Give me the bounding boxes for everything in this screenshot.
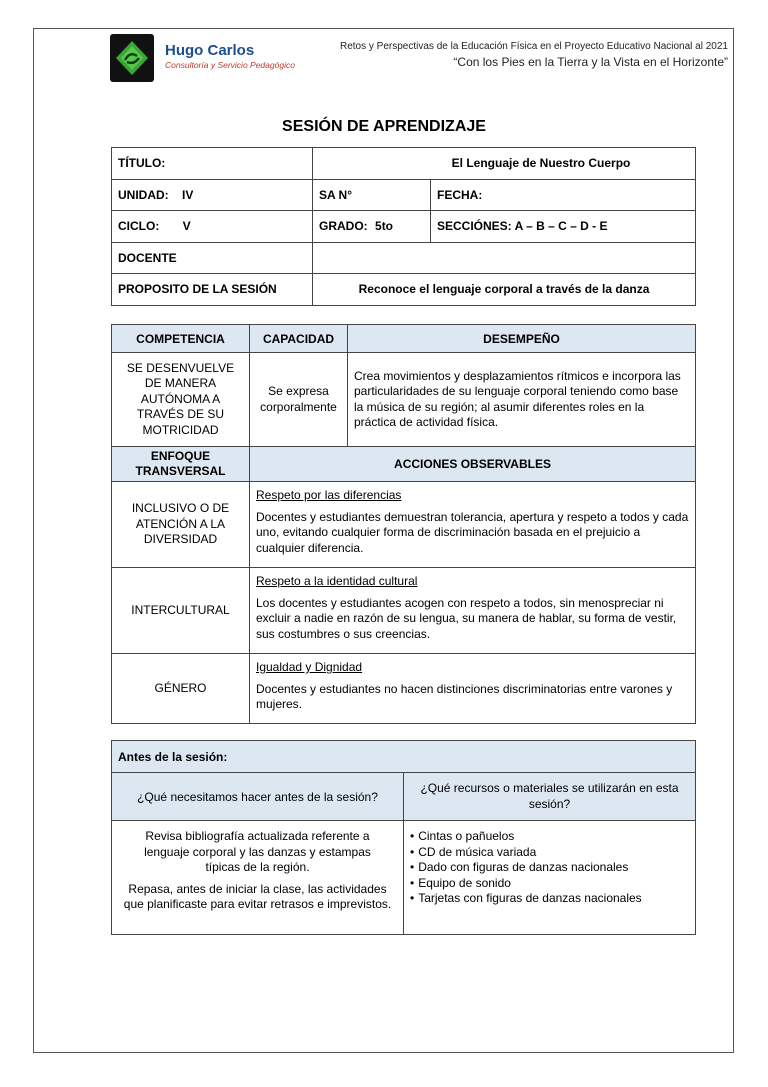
- enfoque-title: Respeto a la identidad cultural: [256, 574, 418, 588]
- materials-list: [410, 829, 689, 907]
- competencia-cell: SE DESENVUELVE DE MANERA AUTÓNOMA A TRAVÉS DE SU MOTRICIDAD: [112, 353, 250, 447]
- enfoque-header-row: [112, 447, 696, 482]
- header-enfoque: ENFOQUE TRANSVERSAL: [112, 447, 250, 482]
- docente-value: [313, 242, 696, 274]
- session-info-table: [111, 147, 696, 306]
- secciones-value: A – B – C – D - E: [514, 219, 608, 234]
- proposito-label: PROPOSITO DE LA SESIÓN: [112, 274, 313, 306]
- desempeno-cell: Crea movimientos y desplazamientos rítmicos e incorpora las particularidades de su lenguaje corporal teniendo como base la música de su región; al asumir diferentes roles en la práctica de actividad física.: [348, 353, 696, 447]
- header-line-2: “Con los Pies en la Tierra y la Vista en el Horizonte”: [453, 55, 728, 69]
- info-row-proposito: [112, 274, 696, 306]
- enfoque-row-genero: [112, 654, 696, 724]
- unidad-label: UNIDAD:: [118, 187, 169, 202]
- enfoque-actions: [250, 654, 696, 724]
- info-row-ciclo: [112, 211, 696, 243]
- logo: [110, 34, 154, 82]
- proposito-value: Reconoce el lenguaje corporal a través de la danza: [313, 274, 696, 306]
- brand-name: Hugo Carlos: [165, 42, 255, 59]
- header-desempeno: DESEMPEÑO: [348, 325, 696, 353]
- list-item: • CD de música variada: [410, 845, 689, 861]
- titulo-value: El Lenguaje de Nuestro Cuerpo: [313, 148, 696, 180]
- enfoque-text: Docentes y estudiantes demuestran tolerancia, apertura y respeto a todos y cada uno, evitando cualquier forma de discriminación basada en el prejuicio a cualquier diferencia.: [256, 509, 689, 555]
- enfoque-actions: [250, 568, 696, 654]
- enfoque-title: Respeto por las diferencias: [256, 488, 402, 502]
- competencias-table: [111, 324, 696, 724]
- enfoque-row-inclusivo: [112, 482, 696, 568]
- header-acciones: ACCIONES OBSERVABLES: [250, 447, 696, 482]
- info-row-docente: [112, 242, 696, 274]
- san-label: SA N°: [313, 179, 431, 211]
- materials-cell: [404, 821, 696, 935]
- secciones-label: SECCIÓNES:: [437, 219, 512, 234]
- grado-cell: [313, 211, 431, 243]
- preparation-paragraph-2: Repasa, antes de iniciar la clase, las actividades que planificaste para evitar retrasos e imprevistos.: [123, 881, 392, 911]
- grado-label: GRADO:: [319, 219, 368, 234]
- comp-header-row: [112, 325, 696, 353]
- enfoque-name: GÉNERO: [112, 654, 250, 724]
- question-materials: ¿Qué recursos o materiales se utilizarán en esta sesión?: [404, 773, 696, 821]
- enfoque-name: INTERCULTURAL: [112, 568, 250, 654]
- enfoque-row-intercultural: [112, 568, 696, 654]
- preparation-paragraph-1: Revisa bibliografía actualizada referente a lenguaje corporal y las danzas y estampas típicas de la región.: [144, 829, 371, 874]
- antes-header-row: [112, 741, 696, 773]
- list-item: • Tarjetas con figuras de danzas nacionales: [410, 891, 689, 907]
- header-capacidad: CAPACIDAD: [250, 325, 348, 353]
- antes-questions-row: [112, 773, 696, 821]
- enfoque-text: Los docentes y estudiantes acogen con respeto a todos, sin menospreciar ni excluir a nadie en razón de su lengua, su manera de hablar, su forma de vestir, sus costumbres o sus creencias.: [256, 595, 677, 641]
- comp-row: [112, 353, 696, 447]
- brand-subtitle: Consultoría y Servicio Pedagógico: [165, 60, 295, 70]
- header-line-1: Retos y Perspectivas de la Educación Física en el Proyecto Educativo Nacional al 2021: [340, 41, 728, 52]
- ciclo-value: V: [182, 219, 191, 234]
- ciclo-cell: [112, 211, 313, 243]
- list-item: • Dado con figuras de danzas nacionales: [410, 860, 689, 876]
- preparation-cell: [112, 821, 404, 935]
- enfoque-text: Docentes y estudiantes no hacen distinciones discriminatorias entre varones y mujeres.: [256, 681, 673, 711]
- fecha-label: FECHA:: [431, 179, 696, 211]
- enfoque-actions: [250, 482, 696, 568]
- secciones-cell: [431, 211, 696, 243]
- ciclo-label: CICLO:: [118, 219, 160, 234]
- list-item: • Cintas o pañuelos: [410, 829, 689, 845]
- enfoque-title: Igualdad y Dignidad: [256, 660, 363, 674]
- page-title: SESIÓN DE APRENDIZAJE: [282, 118, 486, 135]
- info-row-titulo: [112, 148, 696, 180]
- header-competencia: COMPETENCIA: [112, 325, 250, 353]
- capacidad-cell: Se expresa corporalmente: [250, 353, 348, 447]
- antes-answers-row: [112, 821, 696, 935]
- enfoque-name: INCLUSIVO O DE ATENCIÓN A LA DIVERSIDAD: [112, 482, 250, 568]
- antes-header: Antes de la sesión:: [112, 741, 696, 773]
- unidad-value: IV: [182, 187, 194, 202]
- info-row-unidad: [112, 179, 696, 211]
- docente-label: DOCENTE: [112, 242, 313, 274]
- grado-value: 5to: [375, 219, 394, 234]
- list-item: • Equipo de sonido: [410, 876, 689, 892]
- unidad-cell: [112, 179, 313, 211]
- titulo-label: TÍTULO:: [112, 148, 313, 180]
- question-preparation: ¿Qué necesitamos hacer antes de la sesión?: [112, 773, 404, 821]
- antes-sesion-table: [111, 740, 696, 935]
- logo-icon: [110, 34, 154, 82]
